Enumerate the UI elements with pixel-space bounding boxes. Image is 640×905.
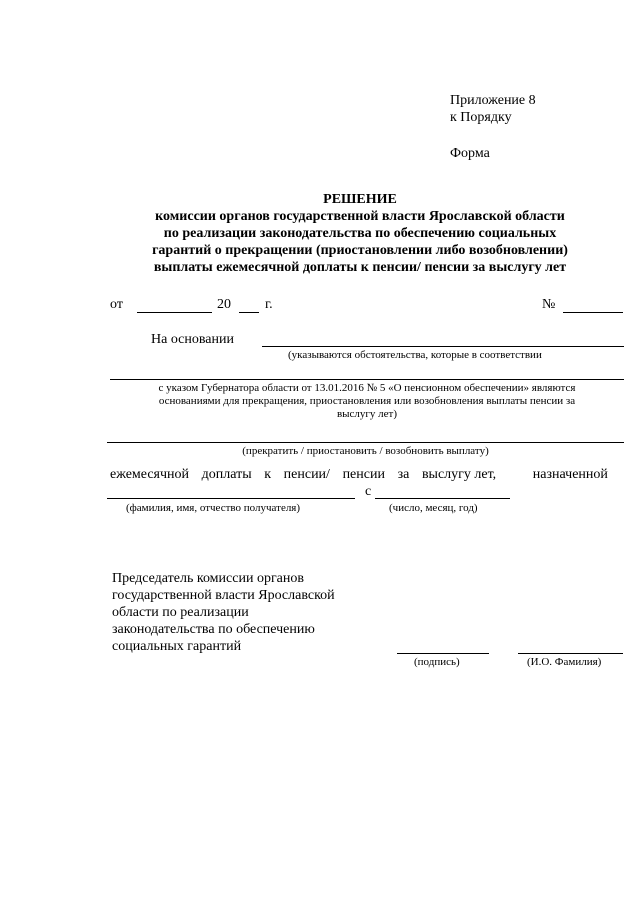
chairman-line: области по реализации <box>112 605 249 620</box>
order-reference: к Порядку <box>450 110 512 125</box>
payment-word: к <box>264 467 272 482</box>
decree-line: основаниями для прекращения, приостановления или возобновления выплаты пенсии за <box>158 395 576 407</box>
number-sign: № <box>542 297 556 312</box>
chairman-name-hint: (И.О. Фамилия) <box>527 656 602 668</box>
date-from-label: от <box>110 297 123 312</box>
recipient-name-hint: (фамилия, имя, отчество получателя) <box>126 502 301 514</box>
year-suffix: г. <box>265 297 273 312</box>
basis-blank[interactable] <box>262 346 624 347</box>
payment-word: пенсии <box>342 467 385 482</box>
basis-hint: (указываются обстоятельства, которые в соответствии <box>288 349 542 361</box>
action-blank[interactable] <box>107 442 624 443</box>
decree-line: выслугу лет) <box>336 408 398 420</box>
appendix-label: Приложение 8 <box>450 93 536 108</box>
day-month-blank[interactable] <box>137 312 212 313</box>
since-label: с <box>365 484 372 499</box>
payment-line <box>110 467 624 483</box>
payment-word: за <box>397 467 410 482</box>
title-line: гарантий о прекращении (приостановлении либо возобновлении) <box>152 243 568 258</box>
form-label: Форма <box>450 146 490 161</box>
chairman-line: законодательства по обеспечению <box>112 622 315 637</box>
document-title <box>100 191 620 276</box>
title-line: по реализации законодательства по обеспечению социальных <box>163 226 557 241</box>
appointment-date-blank[interactable] <box>375 498 510 499</box>
number-blank[interactable] <box>563 312 623 313</box>
basis-blank-2[interactable] <box>110 379 624 380</box>
year-blank[interactable] <box>239 312 259 313</box>
decree-text <box>110 382 624 421</box>
recipient-name-blank[interactable] <box>107 498 355 499</box>
basis-label: На основании <box>151 332 234 347</box>
payment-word: выслугу лет, <box>421 467 497 482</box>
payment-word: пенсии/ <box>283 467 330 482</box>
chairman-title <box>112 570 335 655</box>
chairman-name-blank[interactable] <box>518 653 623 654</box>
chairman-line: Председатель комиссии органов <box>112 571 305 586</box>
payment-word: назначенной <box>532 467 608 482</box>
title-line: выплаты ежемесячной доплаты к пенсии/ пенсии за выслугу лет <box>153 260 567 275</box>
title-main: РЕШЕНИЕ <box>323 192 397 207</box>
date-hint: (число, месяц, год) <box>389 502 478 514</box>
payment-word: доплаты <box>201 467 252 482</box>
signature-blank[interactable] <box>397 653 489 654</box>
payment-word: ежемесячной <box>110 467 190 482</box>
decree-line: с указом Губернатора области от 13.01.2016 № 5 «О пенсионном обеспечении» являются <box>158 382 576 394</box>
title-line: комиссии органов государственной власти Ярославской области <box>155 209 565 224</box>
year-prefix: 20 <box>217 297 231 312</box>
chairman-line: социальных гарантий <box>112 639 242 654</box>
action-hint: (прекратить / приостановить / возобновить выплату) <box>242 445 489 457</box>
signature-hint: (подпись) <box>414 656 460 668</box>
chairman-line: государственной власти Ярославской <box>112 588 335 603</box>
